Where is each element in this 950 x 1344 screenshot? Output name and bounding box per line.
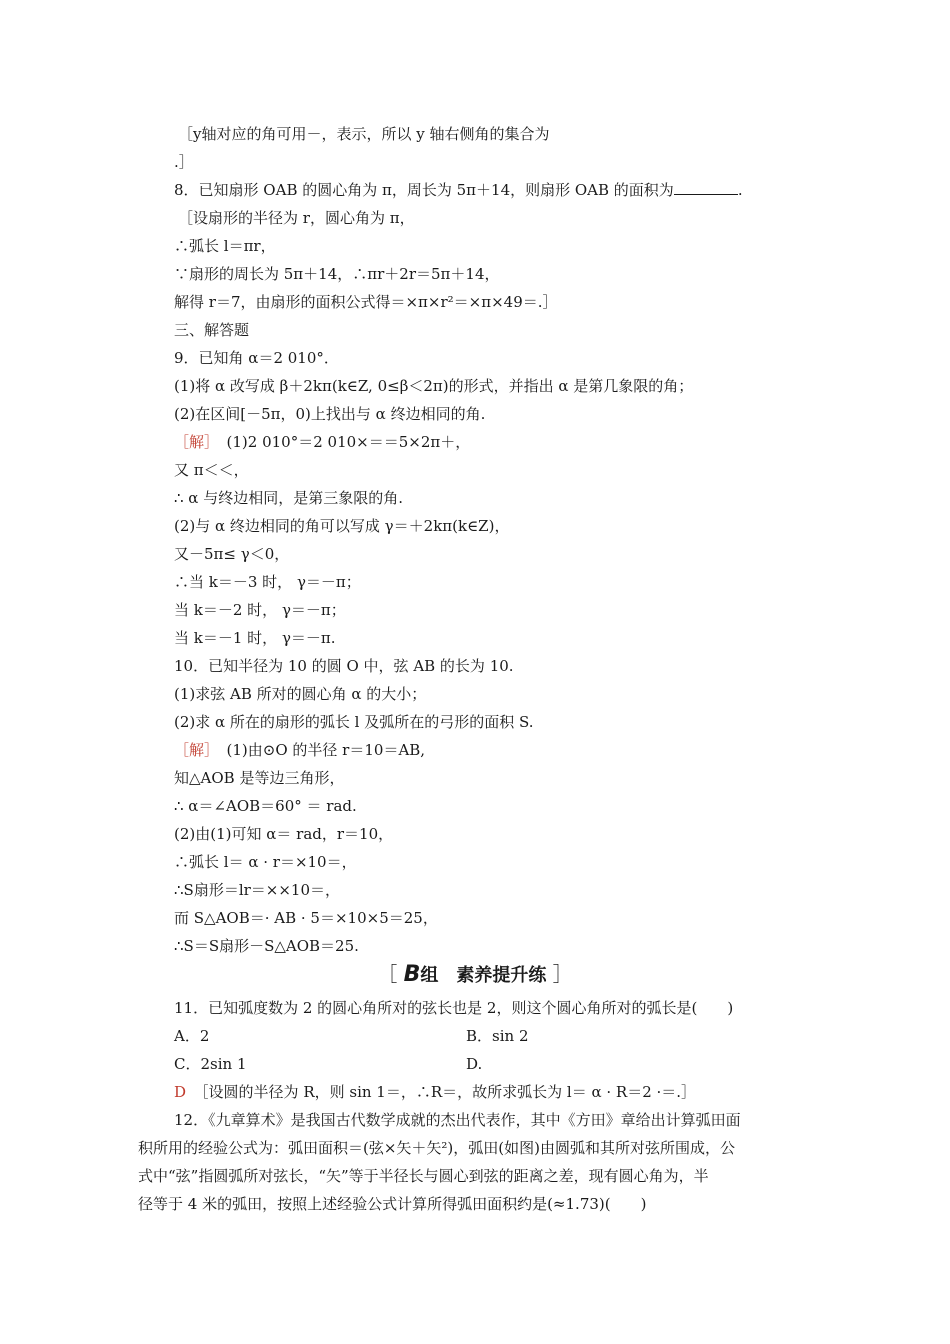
question-8-end: .: [737, 181, 743, 199]
choice-a: A．2: [174, 1027, 210, 1045]
text-line: (2)求 α 所在的扇形的弧长 l 及弧所在的弓形的面积 S.: [174, 713, 534, 731]
text-line: ∴ α 与终边相同，是第三象限的角.: [174, 489, 403, 507]
text-line: .］: [174, 153, 194, 171]
text-line: (1)求弦 AB 所对的圆心角 α 的大小；: [174, 685, 427, 703]
choice-d: D.: [466, 1055, 483, 1073]
question-8-stem: 8．已知扇形 OAB 的圆心角为 π，周长为 5π＋14，则扇形 OAB 的面积为: [174, 181, 674, 199]
text-line: 又 π＜＜，: [174, 461, 249, 479]
choice-b: B．sin 2: [466, 1027, 529, 1045]
text-line: (2)由(1)可知 α＝ rad，r＝10，: [174, 825, 394, 843]
choice-c: C．2sin 1: [174, 1055, 247, 1073]
text-line: ［y轴对应的角可用－，表示，所以 y 轴右侧角的集合为: [178, 125, 550, 143]
text-line: ∴弧长 l＝ α · r＝×10＝，: [174, 853, 357, 871]
question-9: 9．已知角 α＝2 010°．: [174, 349, 339, 367]
text-line: ∴弧长 l＝πr，: [174, 237, 276, 255]
solution-tag: ［解］: [174, 433, 212, 451]
text-line: ∴ α＝∠AOB＝60° ＝ rad.: [174, 797, 357, 815]
text-line: 解得 r＝7，由扇形的面积公式得＝×π×r²＝×π×49＝.］: [174, 293, 558, 311]
solution-line: [174, 740, 425, 760]
solution-text: (1)由⊙O 的半径 r＝10＝AB,: [226, 741, 426, 759]
text-line: 当 k＝－2 时， γ＝－π；: [174, 601, 346, 619]
solution-line: [174, 432, 470, 452]
solution-line: [174, 1082, 696, 1102]
solution-text: (1)2 010°＝2 010×＝＝5×2π＋，: [226, 433, 471, 451]
text-line: ［设扇形的半径为 r，圆心角为 π，: [178, 209, 415, 227]
question-10: 10．已知半径为 10 的圆 O 中，弦 AB 的长为 10.: [174, 657, 514, 675]
text-line: (2)在区间[－5π，0)上找出与 α 终边相同的角.: [174, 405, 486, 423]
section-heading: 三、解答题: [174, 321, 250, 339]
question-8: [174, 180, 743, 200]
text-line: (1)将 α 改写成 β＋2kπ(k∈Z, 0≤β＜2π)的形式，并指出 α 是第几象限的角；: [174, 377, 694, 395]
text-line: (2)与 α 终边相同的角可以写成 γ＝＋2kπ(k∈Z)，: [174, 517, 510, 535]
question-12-line: 12．《九章算术》是我国古代数学成就的杰出代表作，其中《方田》章给出计算弧田面: [174, 1111, 741, 1129]
text-line: ∵扇形的周长为 5π＋14，∴πr＋2r＝5π＋14，: [174, 265, 500, 283]
text-line: 当 k＝－1 时， γ＝－π.: [174, 629, 336, 647]
question-11: 11．已知弧度数为 2 的圆心角所对的弦长也是 2，则这个圆心角所对的弧长是( ): [174, 999, 734, 1017]
solution-tag: ［解］: [174, 741, 212, 759]
bracket-left: ［: [377, 962, 398, 986]
answer-blank: [674, 180, 738, 195]
question-12-line: 积所用的经验公式为：弧田面积＝(弦×矢＋矢²)，弧田(如图)由圆弧和其所对弦所围成，公: [138, 1139, 735, 1157]
text-line: 而 S△AOB＝· AB · 5＝×10×5＝25，: [174, 909, 438, 927]
text-line: ∴S扇形＝lr＝××10＝，: [174, 881, 341, 899]
text-line: ∴S＝S扇形－S△AOB＝25.: [174, 937, 359, 955]
answer-letter: D: [174, 1083, 187, 1101]
solution-text: ［设圆的半径为 R，则 sin 1＝，∴R＝，故所求弧长为 l＝ α · R＝2 ·＝.］: [201, 1083, 697, 1101]
text-line: ∴当 k＝－3 时， γ＝－π；: [174, 573, 361, 591]
question-12-line: 径等于 4 米的弧田，按照上述经验公式计算所得弧田面积约是(≈1.73)( ): [138, 1195, 647, 1213]
bracket-right: ］: [552, 962, 573, 986]
text-line: 知△AOB 是等边三角形，: [174, 769, 345, 787]
section-b-header: [0, 958, 950, 987]
text-line: 又－5π≤ γ＜0，: [174, 545, 290, 563]
question-12-line: 式中“弦”指圆弧所对弦长，“矢”等于半径长与圆心到弦的距离之差，现有圆心角为，半: [138, 1167, 709, 1185]
section-title: 组 素养提升练: [420, 965, 547, 986]
group-letter: B: [403, 962, 421, 987]
